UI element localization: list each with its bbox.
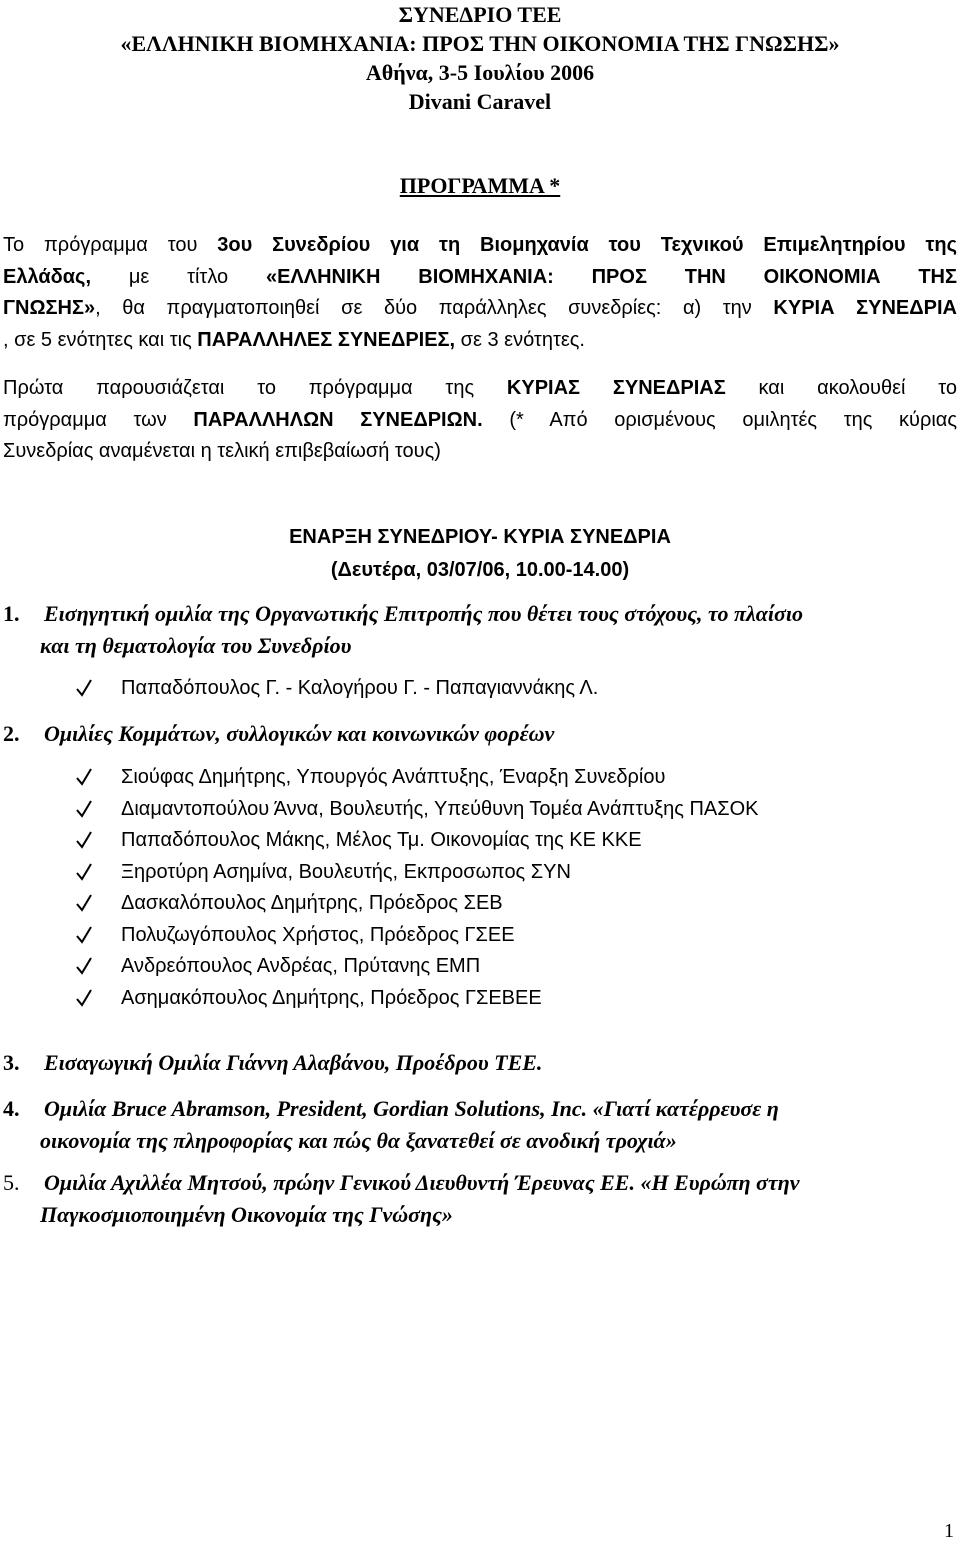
list-item: Παπαδόπουλος Γ. - Καλογήρου Γ. - Παπαγιαννάκης Λ. — [76, 673, 598, 705]
intro-line: , σε 5 ενότητες και τις ΠΑΡΑΛΛΗΛΕΣ ΣΥΝΕΔΡΙΕΣ, σε 3 ενότητες. — [3, 328, 585, 351]
check-icon — [76, 989, 92, 1007]
session-date: (Δευτέρα, 03/07/06, 10.00-14.00) — [330, 559, 630, 581]
list-item: Πολυζωγόπουλος Χρήστος, Πρόεδρος ΓΣΕΕ — [76, 920, 759, 952]
intro-line: Ελλάδας, με τίτλο «ΕΛΛΗΝΙΚΗ ΒΙΟΜΗΧΑΝΙΑ: ΠΡΟΣ ΤΗΝ ΟΙΚΟΝΟΜΙΑ ΤΗΣ — [3, 265, 957, 288]
agenda-item-2: 2. Ομιλίες Κομμάτων, συλλογικών και κοινωνικών φορέων — [3, 721, 555, 746]
agenda-item-5: 5. Ομιλία Αχιλλέα Μητσού, πρώην Γενικού Διευθυντή Έρευνας ΕΕ. «Η Ευρώπη στην Παγκοσμιοποιημένη Οικονομία της Γνώσης» — [3, 1170, 800, 1227]
speaker-list-2 — [76, 762, 759, 1014]
intro2-line: πρόγραμμα των ΠΑΡΑΛΛΗΛΩΝ ΣΥΝΕΔΡΙΩΝ. (* Από ορισμένους ομιλητές της κύριας — [3, 408, 957, 431]
check-icon — [76, 863, 92, 881]
intro2-line: Συνεδρίας αναμένεται η τελική επιβεβαίωσή τους) — [3, 440, 441, 462]
agenda-item-1: 1. Εισηγητική ομιλία της Οργανωτικής Επιτροπής που θέτει τους στόχους, το πλαίσιο και τη θεματολογία του Συνεδρίου — [3, 601, 803, 658]
check-icon — [76, 957, 92, 975]
program-title: ΠΡΟΓΡΑΜΜΑ * — [399, 173, 561, 198]
intro2-line: Πρώτα παρουσιάζεται το πρόγραμμα της ΚΥΡΙΑΣ ΣΥΝΕΔΡΙΑΣ και ακολουθεί το — [3, 377, 957, 399]
intro2-paragraph — [3, 373, 957, 468]
intro-paragraph — [3, 230, 957, 356]
session-title: ΕΝΑΡΞΗ ΣΥΝΕΔΡΙΟΥ- ΚΥΡΙΑ ΣΥΝΕΔΡΙΑ — [289, 526, 671, 548]
list-item: Ξηροτύρη Ασημίνα, Βουλευτής, Εκπροσωπος ΣΥΝ — [76, 857, 759, 889]
check-icon — [76, 894, 92, 912]
list-item: Ασημακόπουλος Δημήτρης, Πρόεδρος ΓΣΕΒΕΕ — [76, 983, 759, 1015]
page-number: 1 — [944, 1520, 954, 1542]
check-icon — [76, 768, 92, 786]
check-icon — [76, 800, 92, 818]
list-item: Σιούφας Δημήτρης, Υπουργός Ανάπτυξης, Έναρξη Συνεδρίου — [76, 762, 759, 794]
check-icon — [76, 926, 92, 944]
speaker-list-1 — [76, 673, 598, 705]
agenda-item-3: 3. Εισαγωγική Ομιλία Γιάννη Αλαβάνου, Προέδρου ΤΕΕ. — [3, 1050, 543, 1075]
list-item: Δασκαλόπουλος Δημήτρης, Πρόεδρος ΣΕΒ — [76, 888, 759, 920]
intro-line: Το πρόγραμμα του 3ου Συνεδρίου για τη Βιομηχανία του Τεχνικού Επιμελητηρίου της — [3, 234, 957, 256]
check-icon — [76, 831, 92, 849]
header-title: «ΕΛΛΗΝΙΚΗ ΒΙΟΜΗΧΑΝΙΑ: ΠΡΟΣ ΤΗΝ ΟΙΚΟΝΟΜΙΑ ΤΗΣ ΓΝΩΣΗΣ» — [120, 31, 840, 56]
intro-line: ΓΝΩΣΗΣ», θα πραγματοποιηθεί σε δύο παράλληλες συνεδρίες: α) την ΚΥΡΙΑ ΣΥΝΕΔΡΙΑ — [3, 297, 957, 319]
header-conference: ΣΥΝΕΔΡΙΟ ΤΕΕ — [398, 2, 562, 27]
agenda-item-4: 4. Ομιλία Bruce Abramson, President, Gordian Solutions, Inc. «Γιατί κατέρρευσε η οικονομία της πληροφορίας και πώς θα ξανατεθεί σε ανοδική τροχιά» — [3, 1096, 779, 1153]
document-header — [0, 0, 960, 116]
list-item: Παπαδόπουλος Μάκης, Μέλος Τμ. Οικονομίας της ΚΕ ΚΚΕ — [76, 825, 759, 857]
check-icon — [76, 679, 92, 697]
header-place-date: Αθήνα, 3-5 Ιουλίου 2006 — [365, 60, 595, 85]
list-item: Διαμαντοπούλου Άννα, Βουλευτής, Υπεύθυνη Τομέα Ανάπτυξης ΠΑΣΟΚ — [76, 794, 759, 826]
list-item: Ανδρεόπουλος Ανδρέας, Πρύτανης ΕΜΠ — [76, 951, 759, 983]
header-venue: Divani Caravel — [408, 89, 552, 114]
